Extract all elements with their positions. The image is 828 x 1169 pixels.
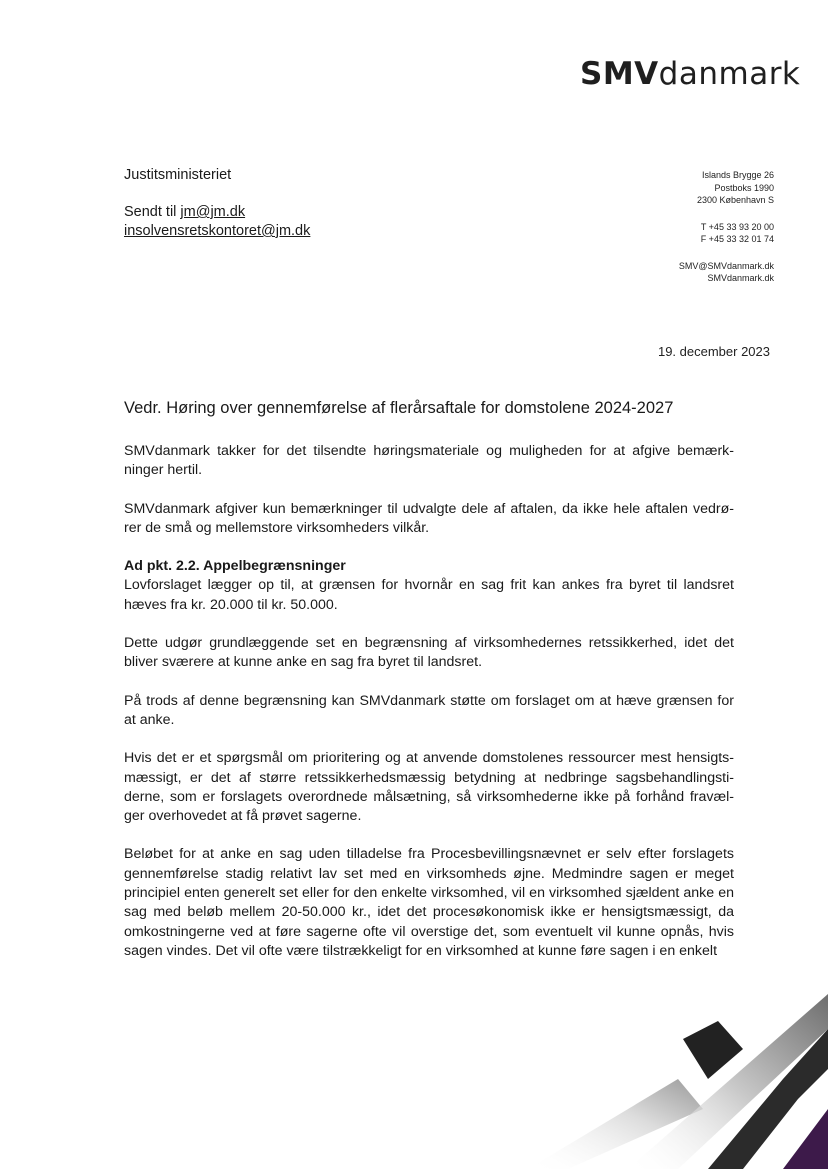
recipient-name: Justitsministeriet xyxy=(124,167,232,183)
paragraph-2: SMVdanmark afgiver kun bemærkninger til udvalgte dele af aftalen, da ikke hele aftalen vedrø-rer de små og mellemstore virksomheders vilkår. xyxy=(124,500,734,536)
sender-phone: T +45 33 93 20 00 xyxy=(700,221,774,232)
sender-city: 2300 København S xyxy=(696,195,774,205)
sender-street: Islands Brygge 26 xyxy=(701,170,774,180)
sent-to-label: Sendt til xyxy=(124,204,181,220)
smvdanmark-logo xyxy=(580,56,800,92)
deco-dark-stripe xyxy=(683,1021,743,1079)
letter-date: 19. december 2023 xyxy=(657,344,770,359)
email-link-insolvens[interactable]: insolvensretskontoret@jm.dk xyxy=(124,223,311,239)
sender-box: Postboks 1990 xyxy=(714,182,774,193)
recipient-block xyxy=(124,166,310,241)
logo-smv: SMV xyxy=(580,56,659,92)
logo-danmark: danmark xyxy=(658,56,801,92)
sender-address-block xyxy=(679,169,774,285)
sender-email: SMV@SMVdanmark.dk xyxy=(678,260,774,271)
paragraph-1: SMVdanmark takker for det tilsendte høringsmateriale og muligheden for at afgive bemærk-ninger hertil. xyxy=(124,443,734,479)
paragraph-6: Hvis det er et spørgsmål om prioritering og at anvende domstolenes ressourcer mest hensigts-mæssigt, er det af større retssikkerhedsmæssig betydning at nedbringe sagsbehandlingsti-derne, som er forslagets overordnede målsætning, så virksomhederne ikke på forhånd fravæl-ger overhovedet at få prøvet sagerne. xyxy=(124,750,734,825)
paragraph-7: Beløbet for at anke en sag uden tilladelse fra Procesbevillingsnævnet er selv efter forslagets gennemførelse stadig relativt lav set med en virksomheds øjne. Medmindre sagen er meget principiel enten generelt set eller for den enkelte virksomhed, vil en virksomhed sjældent anke en sag med beløb mellem 20-50.000 kr., idet det procesøkonomisk ikke er hensigtsmæssigt, da omkostningerne ved at føre sagerne ofte vil overstige det, som eventuelt vil kunne opnås, hvis sagen vindes. Det vil ofte være tilstrækkeligt for en virksomhed at kunne føre sagen i en enkelt xyxy=(124,846,734,959)
letter-body xyxy=(124,442,734,980)
email-link-jm[interactable]: jm@jm.dk xyxy=(180,204,246,220)
paragraph-5: På trods af denne begrænsning kan SMVdanmark støtte om forslaget om at hæve grænsen for at anke. xyxy=(124,692,734,728)
paragraph-4: Dette udgør grundlæggende set en begrænsning af virksomhedernes retssikkerhed, idet det bliver sværere at kunne anke en sag fra byret til landsret. xyxy=(124,635,734,671)
paragraph-3: Lovforslaget lægger op til, at grænsen for hvornår en sag frit kan ankes fra byret til landsret hæves fra kr. 20.000 til kr. 50.000. xyxy=(124,577,734,613)
decorative-corner-graphic xyxy=(528,959,828,1169)
sent-to-line xyxy=(124,203,310,222)
letter-subject: Vedr. Høring over gennemførelse af flerårsaftale for domstolene 2024-2027 xyxy=(124,399,674,417)
section-heading: Ad pkt. 2.2. Appelbegrænsninger xyxy=(124,558,346,575)
sender-web: SMVdanmark.dk xyxy=(707,273,774,283)
deco-accent-triangle xyxy=(783,1109,828,1169)
sender-fax: F +45 33 32 01 74 xyxy=(700,234,774,244)
